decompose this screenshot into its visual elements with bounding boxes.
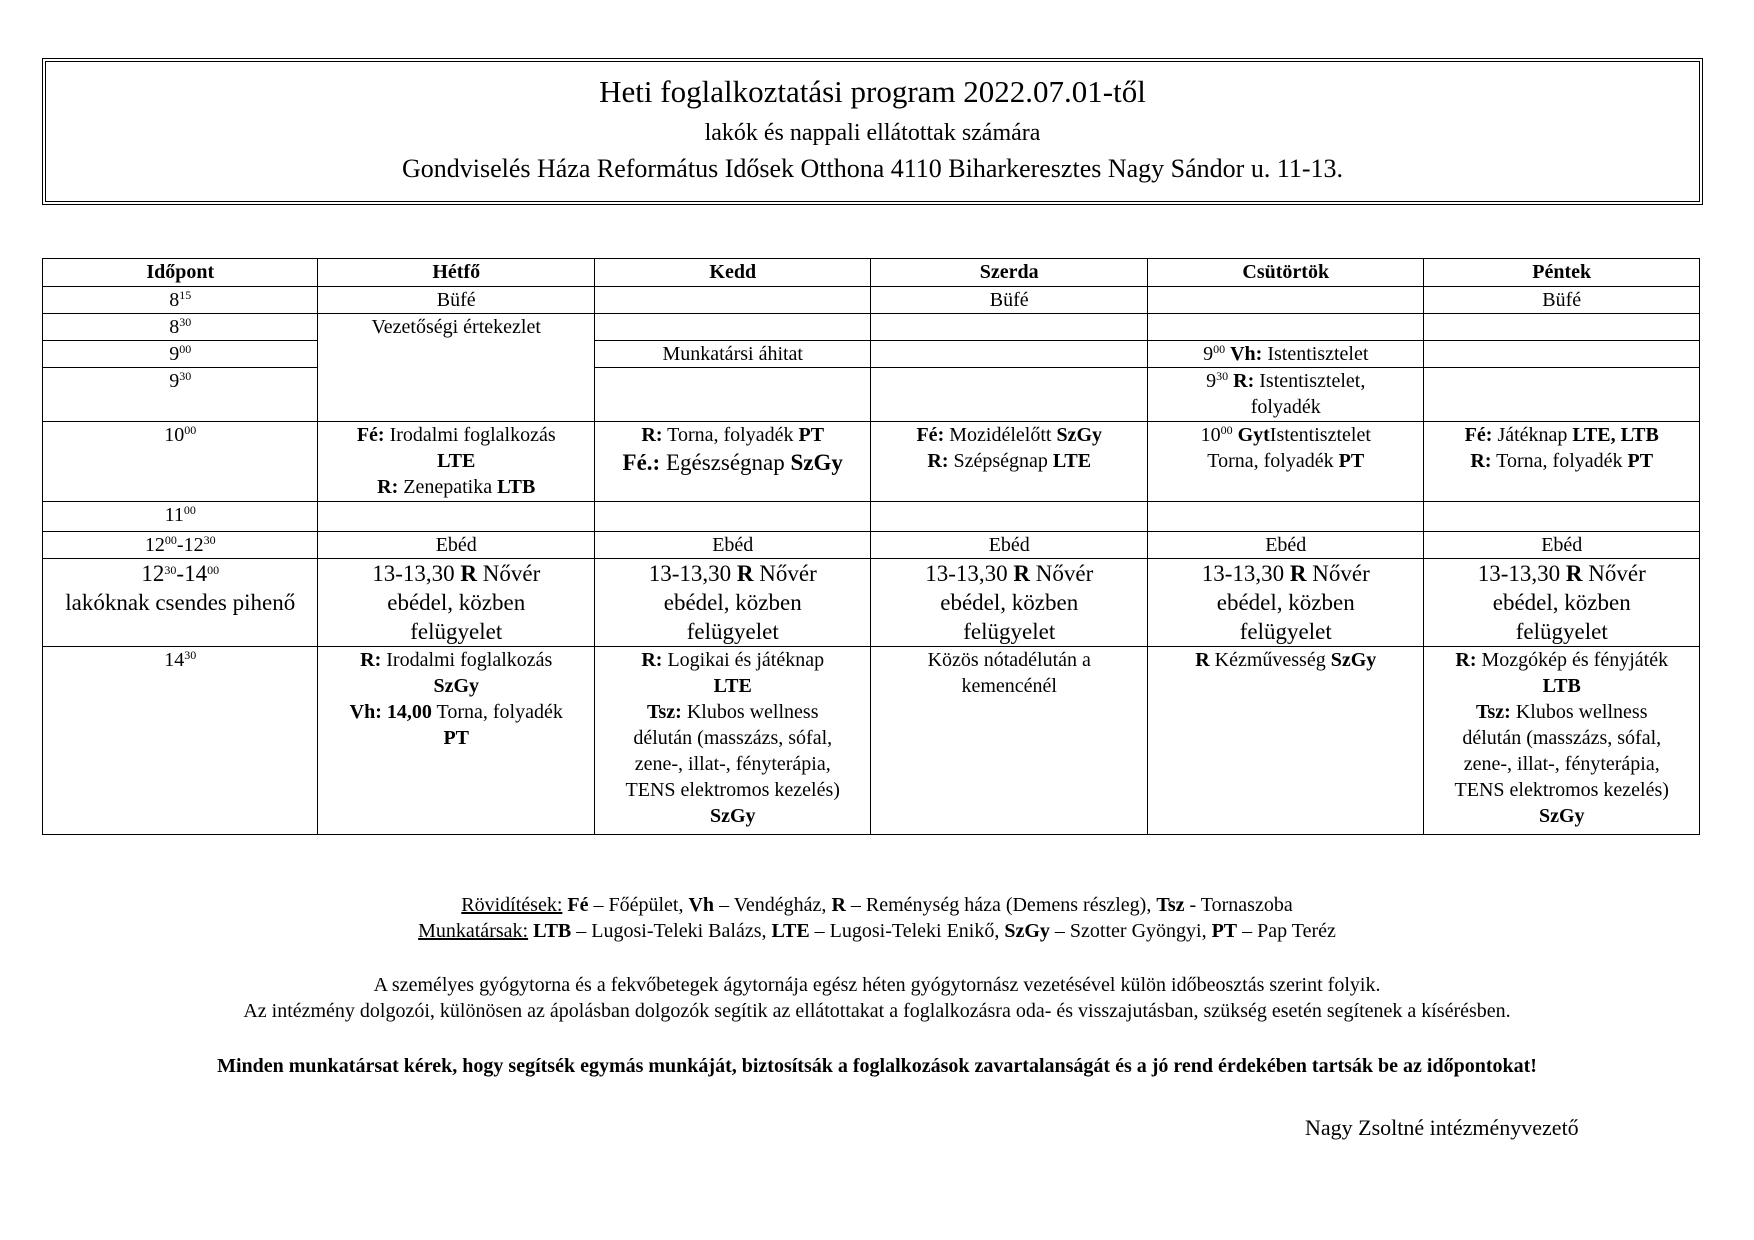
monday-0815: Büfé (318, 287, 595, 314)
friday-0930 (1424, 368, 1700, 422)
friday-0900 (1424, 341, 1700, 368)
time-cell: $9^{00}$ (43, 341, 318, 368)
time-cell: $10^{00}$ (43, 422, 318, 502)
institution-address: Gondviselés Háza Református Idősek Otthona 4110 Biharkeresztes Nagy Sándor u. 11-13. (401, 154, 1344, 183)
thursday-0930: $9^{30}$ R: Istentisztelet, folyadék (1147, 368, 1424, 422)
time-cell: $11^{00}$ (43, 502, 318, 532)
tuesday-lunch: Ebéd (594, 532, 871, 559)
note-physiotherapy: A személyes gyógytorna és a fekvőbetegek ágytornája egész héten gyógytornász vezetésével külön időbeosztás szerint folyik. (373, 974, 1381, 996)
thursday-0830 (1147, 314, 1424, 341)
monday-1100 (318, 502, 595, 532)
wednesday-0815: Büfé (871, 287, 1148, 314)
time-cell: $8^{15}$ (43, 287, 318, 314)
header-box (42, 58, 1703, 205)
monday-lunch: Ebéd (318, 532, 595, 559)
table-row (43, 559, 1700, 647)
tuesday-1100 (594, 502, 871, 532)
thursday-0815 (1147, 287, 1424, 314)
friday-1430: R: Mozgókép és fényjáték LTB Tsz: Klubos wellness délután (masszázs, sófal, zene-, illat-, fényterápia, TENS elektromos kezelés) SzGy (1424, 647, 1700, 835)
col-header-tuesday: Kedd (594, 259, 871, 287)
monday-nurse: 13-13,30 R Nővér ebédel, közben felügyelet (318, 559, 595, 647)
wednesday-0930 (871, 368, 1148, 422)
time-cell: $14^{30}$ (43, 647, 318, 835)
abbreviations-legend: Rövidítések: Fé – Főépület, Vh – Vendégház, R – Reménység háza (Demens részleg), Tsz - Tornaszoba (461, 894, 1293, 916)
wednesday-1000: Fé: Mozidélelőtt SzGy R: Szépségnap LTE (871, 422, 1148, 502)
tuesday-0930 (594, 368, 871, 422)
friday-1000: Fé: Játéknap LTE, LTB R: Torna, folyadék PT (1424, 422, 1700, 502)
table-row (43, 422, 1700, 502)
table-row (43, 532, 1700, 559)
thursday-1430: R Kézművesség SzGy (1147, 647, 1424, 835)
time-cell: $12^{30}-14^{00}$ lakóknak csendes pihenő (43, 559, 318, 647)
table-row (43, 502, 1700, 532)
time-cell: $8^{30}$ (43, 314, 318, 341)
wednesday-1100 (871, 502, 1148, 532)
staff-legend: Munkatársak: LTB – Lugosi-Teleki Balázs, LTE – Lugosi-Teleki Enikő, SzGy – Szotter Gyöngyi, PT – Pap Teréz (418, 920, 1336, 942)
monday-1430: R: Irodalmi foglalkozás SzGy Vh: 14,00 Torna, folyadék PT (318, 647, 595, 835)
time-cell: $9^{30}$ (43, 368, 318, 422)
thursday-0900: $9^{00}$ Vh: Istentisztelet (1147, 341, 1424, 368)
wednesday-lunch: Ebéd (871, 532, 1148, 559)
note-staff-help: Az intézmény dolgozói, különösen az ápolásban dolgozók segítik az ellátottakat a foglalkozásra oda- és visszajutásban, szükség esetén segítenek a kísérésben. (243, 1000, 1511, 1022)
time-cell: $12^{00}-12^{30}$ (43, 532, 318, 559)
wednesday-1430: Közös nótadélután a kemencénél (871, 647, 1148, 835)
friday-1100 (1424, 502, 1700, 532)
col-header-thursday: Csütörtök (1147, 259, 1424, 287)
tuesday-0815 (594, 287, 871, 314)
col-header-friday: Péntek (1424, 259, 1700, 287)
signature: Nagy Zsoltné intézményvezető (1305, 1115, 1579, 1140)
tuesday-0830 (594, 314, 871, 341)
tuesday-nurse: 13-13,30 R Nővér ebédel, közben felügyelet (594, 559, 871, 647)
tuesday-devotion: Munkatársi áhitat (594, 341, 871, 368)
page-title: Heti foglalkoztatási program 2022.07.01-től (599, 74, 1146, 109)
thursday-lunch: Ebéd (1147, 532, 1424, 559)
wednesday-0830 (871, 314, 1148, 341)
thursday-1000: $10^{00}$ GytIstentisztelet Torna, folyadék PT (1147, 422, 1424, 502)
friday-0830 (1424, 314, 1700, 341)
thursday-nurse: 13-13,30 R Nővér ebédel, közben felügyelet (1147, 559, 1424, 647)
table-header-row (43, 259, 1700, 287)
table-row (43, 368, 1700, 422)
table-row (43, 341, 1700, 368)
wednesday-nurse: 13-13,30 R Nővér ebédel, közben felügyelet (871, 559, 1148, 647)
tuesday-1430: R: Logikai és játéknap LTE Tsz: Klubos wellness délután (masszázs, sófal, zene-, illat-, fényterápia, TENS elektromos kezelés) SzGy (594, 647, 871, 835)
friday-nurse: 13-13,30 R Nővér ebédel, közben felügyelet (1424, 559, 1700, 647)
table-row (43, 314, 1700, 341)
table-row (43, 287, 1700, 314)
monday-1000: Fé: Irodalmi foglalkozás LTE R: Zenepatika LTB (318, 422, 595, 502)
col-header-monday: Hétfő (318, 259, 595, 287)
col-header-time: Időpont (43, 259, 318, 287)
thursday-1100 (1147, 502, 1424, 532)
col-header-wednesday: Szerda (871, 259, 1148, 287)
wednesday-0900 (871, 341, 1148, 368)
schedule-table (42, 258, 1700, 835)
friday-lunch: Ebéd (1424, 532, 1700, 559)
table-row (43, 647, 1700, 835)
page-subtitle: lakók és nappali ellátottak számára (704, 120, 1041, 146)
monday-meeting: Vezetőségi értekezlet (318, 314, 595, 422)
note-request: Minden munkatársat kérek, hogy segítsék egymás munkáját, biztosítsák a foglalkozások zavartalanságát és a jó rend érdekében tartsák be az időpontokat! (217, 1055, 1537, 1077)
tuesday-1000: R: Torna, folyadék PT Fé.: Egészségnap SzGy (594, 422, 871, 502)
friday-0815: Büfé (1424, 287, 1700, 314)
